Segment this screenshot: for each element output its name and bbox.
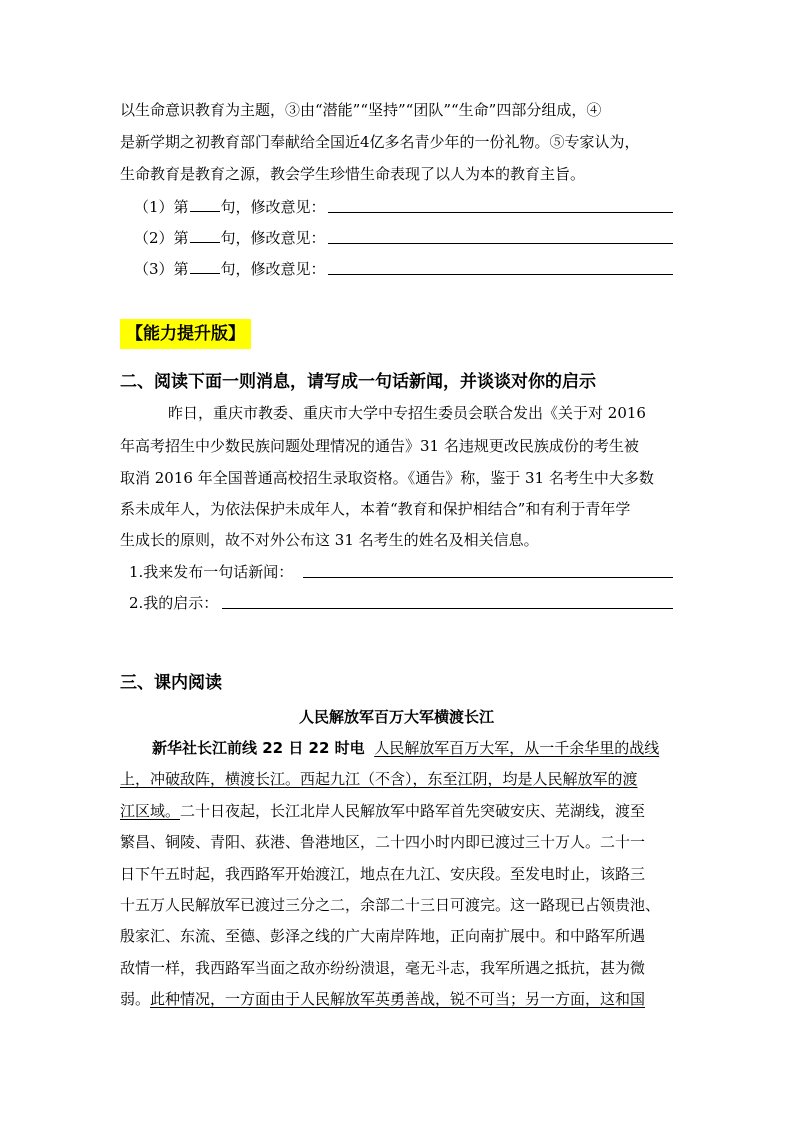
revision-item-3 (134, 258, 326, 279)
article-text: 弱。 (120, 990, 151, 1008)
dateline: 新华社长江前线 22 日 22 时电 (152, 739, 365, 757)
revision-label: 句，修改意见： (220, 229, 326, 247)
news-line: 年高考招生中少数民族问题处理情况的通告》31 名违规更改民族成份的考生被 (120, 437, 639, 455)
answer-line[interactable] (328, 212, 673, 213)
answer-line[interactable] (328, 274, 673, 275)
revision-label: 句，修改意见： (220, 260, 326, 278)
answer-line[interactable] (303, 577, 673, 578)
underlined-text: 上，冲破敌阵，横渡长江。西起九江（不含），东至江阴，均是人民解放军的渡 (120, 770, 638, 788)
article-line (120, 801, 645, 821)
news-line: 系未成年人，为依法保护未成年人，本着“教育和保护相结合”和有利于青年学 (120, 500, 631, 518)
article-text: 二十日夜起，长江北岸人民解放军中路军首先突破安庆、芜湖线，渡至 (180, 802, 646, 820)
ability-level-badge: 【能力提升版】 (120, 319, 251, 349)
sentence-number-blank[interactable] (190, 196, 220, 212)
article-line: 十五万人民解放军已渡过三分之二，余部二十三日可渡完。这一路现已占领贵池、 (120, 896, 661, 914)
article-line: 日下午五时起，我西路军开始渡江，地点在九江、安庆段。至发电时止，该路三 (120, 865, 646, 883)
news-line: 生成长的原则，故不对外公布这 31 名考生的姓名及相关信息。 (120, 531, 539, 549)
underlined-text: 此种情况，一方面由于人民解放军英勇善战，锐不可当；另一方面，这和国 (150, 990, 646, 1008)
section-2-heading: 二、阅读下面一则消息，请写成一句话新闻，并谈谈对你的启示 (120, 372, 596, 392)
section-3-heading: 三、课内阅读 (120, 673, 222, 693)
sentence-number-blank[interactable] (190, 227, 220, 243)
revision-number: （3）第 (134, 260, 189, 278)
revision-number: （2）第 (134, 229, 189, 247)
question-2-label: 2.我的启示： (129, 594, 219, 612)
revision-number: （1）第 (134, 198, 189, 216)
sentence-number-blank[interactable] (190, 258, 220, 274)
underlined-text: 江区域。 (120, 802, 181, 820)
article-line (120, 769, 638, 789)
article-line (120, 989, 645, 1009)
answer-line[interactable] (328, 243, 673, 244)
question-1-label: 1.我来发布一句话新闻： (129, 563, 294, 581)
paragraph-line: 是新学期之初教育部门奉献给全国近4亿多名青少年的一份礼物。⑤专家认为， (120, 133, 640, 151)
news-line: 昨日，重庆市教委、重庆市大学中专招生委员会联合发出《关于对 2016 (168, 404, 646, 422)
article-line: 殷家汇、东流、至德、彭泽之线的广大南岸阵地，正向南扩展中。和中路军所遇 (120, 927, 646, 945)
underlined-text: 人民解放军百万大军，从一千余华里的战线 (374, 739, 660, 757)
revision-item-1 (134, 196, 326, 217)
revision-item-2 (134, 227, 326, 248)
revision-label: 句，修改意见： (220, 198, 326, 216)
news-line: 取消 2016 年全国普通高校招生录取资格。《通告》称，鉴于 31 名考生中大多数 (120, 469, 654, 487)
article-line: 敌情一样，我西路军当面之敌亦纷纷溃退，毫无斗志，我军所遇之抵抗，甚为微 (120, 959, 646, 977)
article-line: 繁昌、铜陵、青阳、荻港、鲁港地区，二十四小时内即已渡过三十万人。二十一 (120, 833, 646, 851)
paragraph-line: 以生命意识教育为主题，③由“潜能”“坚持”“团队”“生命”四部分组成，④ (120, 101, 602, 119)
paragraph-line: 生命教育是教育之源，教会学生珍惜生命表现了以人为本的教育主旨。 (120, 165, 586, 183)
article-title: 人民解放军百万大军横渡长江 (298, 708, 494, 726)
answer-line[interactable] (222, 608, 673, 609)
article-line (152, 738, 659, 758)
